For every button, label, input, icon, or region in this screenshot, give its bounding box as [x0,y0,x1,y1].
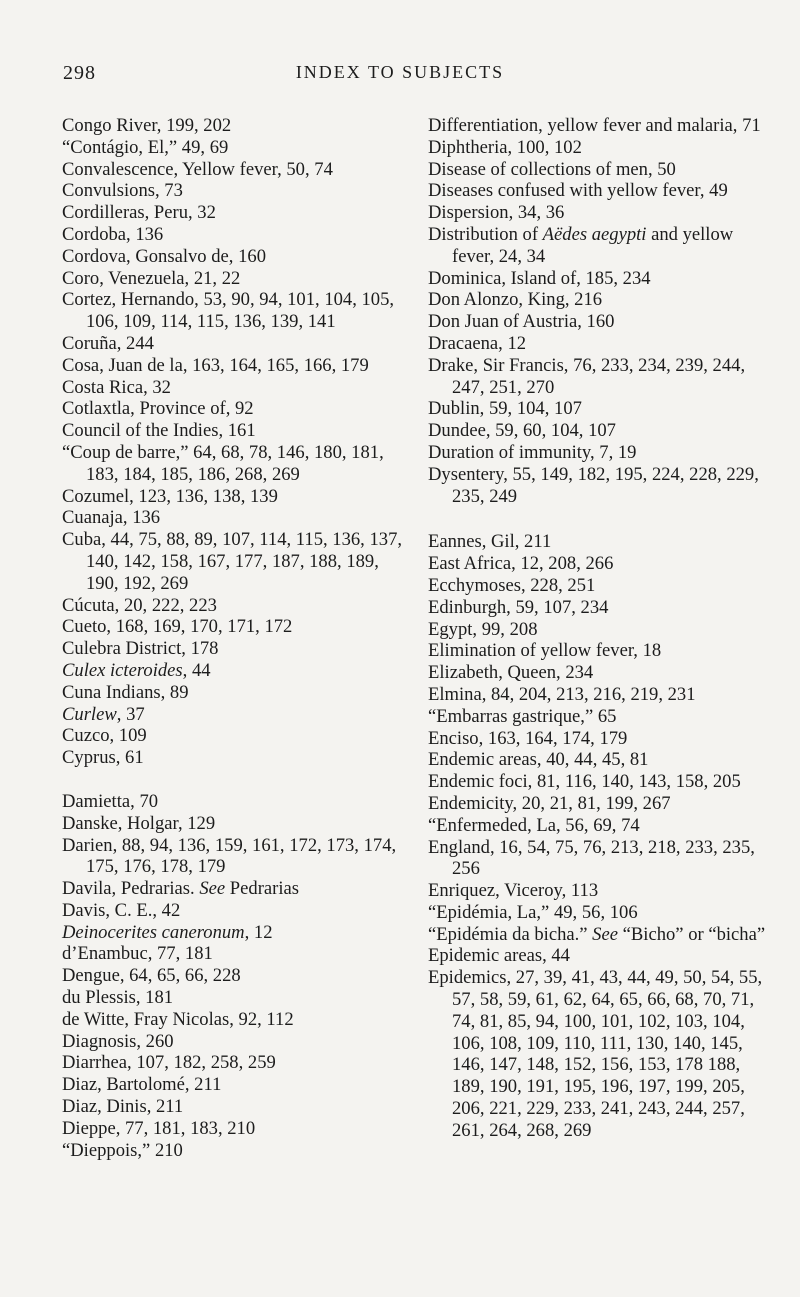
entry-text: Distribution of [428,223,543,245]
entry-text: Differentiation, yellow fever and malaria, 71 [428,115,761,136]
index-entry [62,507,407,529]
index-entry [428,771,773,793]
entry-text: Cueto, 168, 169, 170, 171, 172 [62,616,293,638]
entry-text: Dispersion, 34, 36 [428,202,565,224]
entry-text: “Dieppois,” 210 [62,1139,183,1161]
index-entry [62,202,407,224]
entry-text: Cuna Indians, 89 [62,681,189,703]
index-entry [62,268,407,290]
entry-text: Diaz, Dinis, 211 [62,1096,184,1118]
index-entry [428,333,773,355]
entry-text: Diarrhea, 107, 182, 258, 259 [62,1052,276,1074]
entry-text: , 12 [244,921,273,943]
index-entry [62,224,407,246]
index-entry [62,835,407,879]
entry-italic-text: See [199,878,226,900]
index-entry [62,159,407,181]
entry-text: Eannes, Gil, 211 [428,531,552,553]
index-entry [428,464,773,508]
index-entry [62,486,407,508]
entry-text: “Enfermeded, La, 56, 69, 74 [428,814,640,836]
entry-text: Dengue, 64, 65, 66, 228 [62,965,241,987]
index-entry [428,662,773,684]
index-entry [428,311,773,333]
entry-text: Cotlaxtla, Province of, 92 [62,398,254,420]
entry-text: Epidemics, 27, 39, 41, 43, 44, 49, 50, 54, 55, 57, 58, 59, 61, 62, 64, 65, 66, 68, 70, 71, 74, 81, 85, 94, 100, 101, 102, 103, 104, 106, 108, 109, 110, 111, 130, 140, 145, 146, 147, 148, 152, 156, 153, 178 188, 189, 190, 191, 195, 196, 197, 199, 205, 206, 221, 229, 233, 241, 243, 244, 257, 261, 264, 268, 269 [428,967,763,1141]
index-entry [428,880,773,902]
index-entry [62,1140,407,1162]
entry-text: Cordova, Gonsalvo de, 160 [62,245,266,267]
entry-text: Cuba, 44, 75, 88, 89, 107, 114, 115, 136, 137, 140, 142, 158, 167, 177, 187, 188, 189, 190, 192, 269 [62,529,403,594]
index-entry [62,137,407,159]
index-entry [62,529,407,594]
entry-text: Edinburgh, 59, 107, 234 [428,596,609,618]
index-column-right [428,115,773,1142]
entry-text: Convulsions, 73 [62,180,183,202]
index-entry [428,115,773,137]
entry-text: Pedrarias [225,878,299,900]
page-header [0,62,800,92]
index-entry [62,355,407,377]
entry-text: “Epidémia da bicha.” [428,923,593,945]
index-entry [62,1118,407,1140]
index-entry [62,965,407,987]
entry-text: Don Juan of Austria, 160 [428,311,615,333]
entry-text: Diseases confused with yellow fever, 49 [428,180,728,202]
index-entry [428,837,773,881]
index-entry [62,660,407,682]
entry-text: Culebra District, 178 [62,638,219,660]
index-entry [62,987,407,1009]
entry-text: Don Alonzo, King, 216 [428,289,603,311]
entry-text: Endemicity, 20, 21, 81, 199, 267 [428,792,671,814]
index-entry [62,725,407,747]
index-entry [428,202,773,224]
entry-text: Congo River, 199, 202 [62,115,232,136]
index-entry [62,180,407,202]
index-entry [428,967,773,1141]
entry-text: Elizabeth, Queen, 234 [428,662,594,684]
entry-italic-text: See [592,923,618,945]
index-entry [428,180,773,202]
entry-text: Cosa, Juan de la, 163, 164, 165, 166, 179 [62,354,369,376]
entry-text: d’Enambuc, 77, 181 [62,943,213,965]
running-head: INDEX TO SUBJECTS [295,62,505,82]
index-entry [428,442,773,464]
entry-text: Endemic areas, 40, 44, 45, 81 [428,749,649,771]
entry-text: and yellow fever, 24, 34 [452,223,734,267]
entry-text: Dundee, 59, 60, 104, 107 [428,420,616,442]
entry-text: , 37 [116,703,145,725]
entry-text: Drake, Sir Francis, 76, 233, 234, 239, 244, 247, 251, 270 [428,354,746,398]
entry-text: Cyprus, 61 [62,747,144,769]
index-entry [62,878,407,900]
index-entry [428,355,773,399]
entry-italic-text: Aëdes aegypti [542,223,647,245]
entry-text: “Epidémia, La,” 49, 56, 106 [428,901,638,923]
entry-text: Dieppe, 77, 181, 183, 210 [62,1117,256,1139]
index-entry [62,333,407,355]
index-entry [428,640,773,662]
index-entry [428,224,773,268]
index-entry [62,420,407,442]
index-entry [62,398,407,420]
entry-text: Elmina, 84, 204, 213, 216, 219, 231 [428,683,696,705]
entry-text: Damietta, 70 [62,790,159,812]
entry-text: Cúcuta, 20, 222, 223 [62,594,217,616]
entry-text: Cordilleras, Peru, 32 [62,202,216,224]
entry-text: du Plessis, 181 [62,987,174,1009]
entry-text: Endemic foci, 81, 116, 140, 143, 158, 205 [428,771,741,793]
index-entry [62,791,407,813]
entry-text: England, 16, 54, 75, 76, 213, 218, 233, 235, 256 [428,836,755,880]
index-entry [428,619,773,641]
entry-text: Dysentery, 55, 149, 182, 195, 224, 228, 229, 235, 249 [428,463,759,507]
entry-text: Darien, 88, 94, 136, 159, 161, 172, 173, 174, 175, 176, 178, 179 [62,834,397,878]
entry-text: Duration of immunity, 7, 19 [428,441,637,463]
entry-text: Enciso, 163, 164, 174, 179 [428,727,628,749]
entry-italic-text: Deinocerites caneronum [62,921,245,943]
entry-text: Enriquez, Viceroy, 113 [428,880,599,902]
entry-text: Diaz, Bartolomé, 211 [62,1074,222,1096]
entry-text: Cozumel, 123, 136, 138, 139 [62,485,278,507]
index-entry [428,945,773,967]
index-entry [428,924,773,946]
entry-text: Danske, Holgar, 129 [62,812,216,834]
index-entry [428,706,773,728]
index-entry [428,815,773,837]
entry-italic-text: Culex icteroides [62,659,183,681]
index-entry [62,1009,407,1031]
index-entry [62,638,407,660]
index-entry [428,553,773,575]
index-entry [428,289,773,311]
entry-text: “Coup de barre,” 64, 68, 78, 146, 180, 181, 183, 184, 185, 186, 268, 269 [62,441,384,485]
entry-text: Cuzco, 109 [62,725,147,747]
entry-text: “Contágio, El,” 49, 69 [62,136,229,158]
entry-text: Cortez, Hernando, 53, 90, 94, 101, 104, 105, 106, 109, 114, 115, 136, 139, 141 [62,289,395,333]
index-entry [62,616,407,638]
entry-text: Dublin, 59, 104, 107 [428,398,582,420]
page-number: 298 [63,62,96,84]
index-entry [428,531,773,553]
entry-text: Diagnosis, 260 [62,1030,174,1052]
entry-text: Egypt, 99, 208 [428,618,538,640]
entry-text: Davis, C. E., 42 [62,899,181,921]
index-entry [62,1096,407,1118]
entry-text: “Bicho” or “bicha” [617,923,766,945]
index-entry [62,115,407,137]
index-entry [428,902,773,924]
entry-text: Dracaena, 12 [428,332,527,354]
entry-text: Epidemic areas, 44 [428,945,570,967]
entry-text: Diphtheria, 100, 102 [428,136,582,158]
entry-text: Cuanaja, 136 [62,507,161,529]
index-entry [428,159,773,181]
index-entry [62,246,407,268]
index-entry [62,1074,407,1096]
index-entry [62,1031,407,1053]
entry-text: Coruña, 244 [62,332,154,354]
entry-text: Cordoba, 136 [62,223,164,245]
entry-italic-text: Curlew [62,703,117,725]
index-entry [62,1052,407,1074]
entry-text: East Africa, 12, 208, 266 [428,553,614,575]
index-entry [428,793,773,815]
entry-text: Davila, Pedrarias. [62,878,200,900]
index-entry [428,749,773,771]
index-entry [62,922,407,944]
index-entry [62,595,407,617]
index-column-left [62,115,407,1161]
index-entry [62,442,407,486]
index-entry [62,682,407,704]
entry-text: Council of the Indies, 161 [62,420,256,442]
entry-text: Costa Rica, 32 [62,376,171,398]
entry-text: Dominica, Island of, 185, 234 [428,267,651,289]
index-entry [428,684,773,706]
index-entry [428,268,773,290]
index-entry [428,137,773,159]
entry-text: Ecchymoses, 228, 251 [428,574,596,596]
index-entry [62,747,407,769]
entry-text: Coro, Venezuela, 21, 22 [62,267,241,289]
index-entry [62,704,407,726]
index-entry [62,289,407,333]
entry-text: Convalescence, Yellow fever, 50, 74 [62,158,333,180]
index-entry [428,420,773,442]
index-entry [62,813,407,835]
index-entry [62,377,407,399]
entry-text: , 44 [182,659,211,681]
index-entry [428,575,773,597]
index-entry [62,900,407,922]
entry-text: de Witte, Fray Nicolas, 92, 112 [62,1008,294,1030]
entry-text: Disease of collections of men, 50 [428,158,676,180]
index-entry [428,597,773,619]
index-entry [428,728,773,750]
index-entry [428,398,773,420]
entry-text: Elimination of yellow fever, 18 [428,640,662,662]
index-entry [62,943,407,965]
entry-text: “Embarras gastrique,” 65 [428,705,617,727]
